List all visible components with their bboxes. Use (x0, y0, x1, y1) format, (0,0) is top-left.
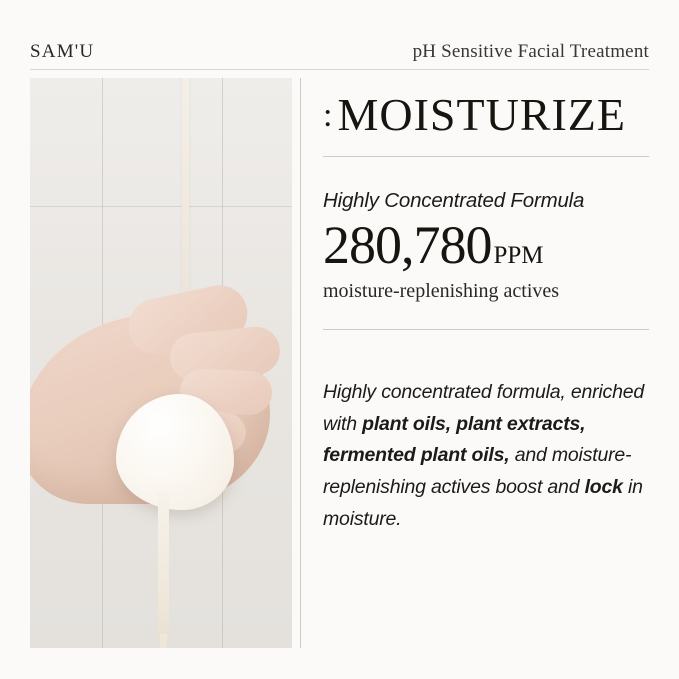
description-segment: Highly concentrated formula, enriched with (323, 381, 645, 435)
description-text (323, 377, 649, 535)
cream-drip-tail (160, 634, 167, 648)
ppm-row (323, 217, 649, 274)
ppm-value: 280,780 (323, 215, 492, 275)
ppm-caption: moisture-replenishing actives (323, 279, 560, 302)
description-emphasis: plant oils, plant extracts, fermented plant oils, (323, 412, 586, 467)
header (30, 30, 649, 70)
headline-colon: : (323, 97, 334, 134)
description-segment: in moisture. (323, 475, 643, 530)
description-segment: and moisture-replenishing actives boost and (323, 444, 632, 498)
brand-logo: SAM'U (30, 41, 95, 62)
header-subtitle: pH Sensitive Facial Treatment (412, 41, 649, 62)
cream-drip (158, 492, 169, 642)
background-line (30, 206, 292, 207)
ppm-unit: PPM (493, 242, 544, 269)
product-photo (30, 78, 292, 648)
page-title (323, 78, 649, 157)
formula-kicker: Highly Concentrated Formula (323, 189, 585, 212)
description-block (323, 330, 649, 535)
description-emphasis: lock (584, 475, 623, 498)
headline-text: MOISTURIZE (337, 89, 626, 140)
formula-block (323, 157, 649, 330)
content-column (300, 78, 649, 648)
